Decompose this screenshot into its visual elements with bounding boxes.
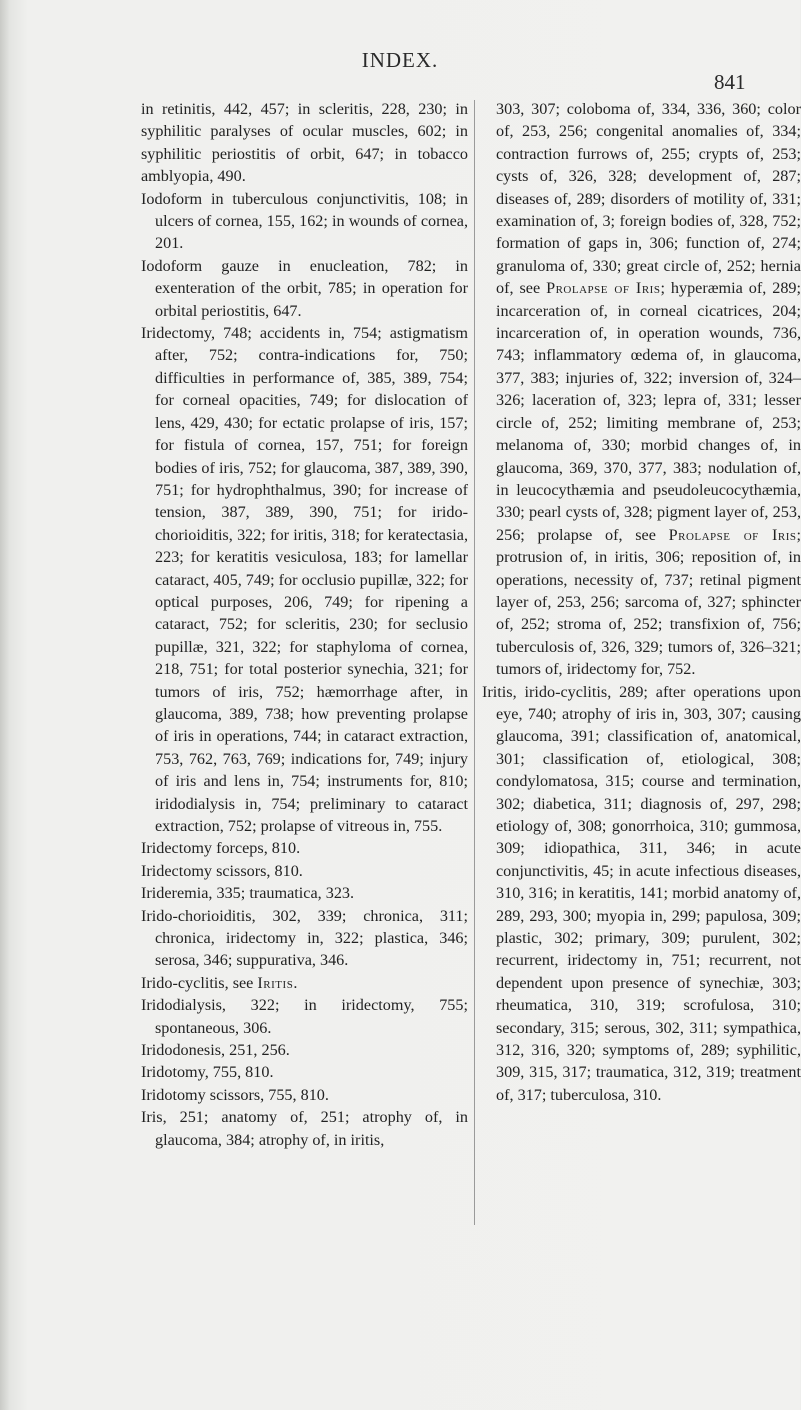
entry-text: Irido-cyclitis, see	[141, 973, 258, 992]
entry-text: ; protrusion of, in iritis, 306; reposition of, in operations, necessity of, 737; retinal pigment layer of, 253, 256; sarcoma of, 327; sphincter of, 252; stroma of, 252; transfixion of, 756; tuberculosis of, 326, 329; tumors of, 326–321; tumors of, iridectomy for, 752.	[496, 525, 801, 679]
entry-text: .	[293, 973, 298, 992]
index-entry: Irido-chorioiditis, 302, 339; chronica, 311; chronica, iridectomy in, 322; plastica, 346; serosa, 346; suppurativa, 346.	[141, 906, 468, 970]
index-entry: Iritis, irido-cyclitis, 289; after operations upon eye, 740; atrophy of iris in, 303, 307; causing glaucoma, 391; classification of, anatomical, 301; classification of, etiological, 308; condylomatosa, 315; course and termination, 302; diabetica, 311; diagnosis of, 297, 298; etiology of, 308; gonorrhoica, 310; gummosa, 309; idiopathica, 311, 346; in acute conjunctivitis, 45; in acute infectious diseases, 310, 316; in keratitis, 141; morbid anatomy of, 289, 293, 300; myopia in, 299; papulosa, 309; plastic, 302; primary, 309; purulent, 302; recurrent, iridectomy in, 751; recurrent, not dependent upon presence of synechiæ, 303; rheumatica, 310, 319; scrofulosa, 310; secondary, 315; serous, 302, 311; sympathica, 312, 316, 320; symptoms of, 289; syphilitic, 309, 315, 317; traumatica, 312, 319; treatment of, 317; tuberculosa, 310.	[482, 682, 801, 1104]
index-entry: in retinitis, 442, 457; in scleritis, 228, 230; in syphilitic paralyses of ocular muscles, 602; in syphilitic periostitis of orbit, 647; in tobacco amblyopia, 490.	[141, 100, 468, 186]
right-column	[482, 98, 801, 1106]
index-entry: Iodoform in tuberculous conjunctivitis, 108; in ulcers of cornea, 155, 162; in wounds of cornea, 201.	[141, 189, 468, 253]
index-entry: Irideremia, 335; traumatica, 323.	[141, 884, 355, 903]
index-entry: Iridodonesis, 251, 256.	[141, 1041, 290, 1060]
index-entry: Iridectomy forceps, 810.	[141, 839, 301, 858]
index-entry: Iris, 251; anatomy of, 251; atrophy of, in glaucoma, 384; atrophy of, in iritis,	[141, 1108, 468, 1149]
cross-reference: Prolapse of Iris	[668, 525, 797, 544]
index-entry: Iridotomy scissors, 755, 810.	[141, 1085, 329, 1104]
index-entry: Iridectomy, 748; accidents in, 754; astigmatism after, 752; contra-indications for, 750; difficulties in performance of, 385, 389, 754; for corneal opacities, 749; for dislocation of lens, 429, 430; for ectatic prolapse of iris, 157; for fistula of cornea, 157, 751; for foreign bodies of iris, 752; for glaucoma, 387, 389, 390, 751; for hydrophthalmus, 390; for increase of tension, 387, 389, 390, 751; for irido-chorioiditis, 322; for iritis, 318; for keratectasia, 223; for keratitis vesiculosa, 183; for lamellar cataract, 405, 749; for occlusio pupillæ, 322; for optical purposes, 206, 749; for ripening a cataract, 752; for scleritis, 230; for seclusio pupillæ, 321, 322; for staphyloma of cornea, 218, 751; for total posterior synechia, 321; for tumors of iris, 752; hæmorrhage after, in glaucoma, 389, 738; how preventing prolapse of iris in operations, 744; in cataract extraction, 753, 762, 763, 769; indications for, 749; injury of iris and lens in, 754; instruments for, 810; iridodialysis in, 754; preliminary to cataract extraction, 752; prolapse of vitreous in, 755.	[141, 324, 468, 835]
page-header-title: INDEX.	[361, 48, 439, 72]
entry-text: 303, 307; coloboma of, 334, 336, 360; color of, 253, 256; congenital anomalies of, 334; contraction furrows of, 255; crypts of, 253; cysts of, 326, 328; development of, 287; diseases of, 289; disorders of motility of, 331; examination of, 3; foreign bodies of, 328, 752; formation of gaps in, 306; function of, 274; granuloma of, 330; great circle of, 252; hernia of, see	[496, 100, 801, 298]
index-entry: Iridodialysis, 322; in iridectomy, 755; spontaneous, 306.	[141, 996, 468, 1037]
cross-reference: Prolapse of Iris	[546, 279, 661, 298]
column-divider	[474, 100, 475, 1225]
index-entry: Iridotomy, 755, 810.	[141, 1063, 274, 1082]
index-entry	[141, 972, 468, 994]
index-entry: Iridectomy scissors, 810.	[141, 861, 303, 880]
entry-text: ; hyperæmia of, 289; incarceration of, in corneal cicatrices, 204; incarceration of, in operation wounds, 736, 743; inflammatory œdema of, in glaucoma, 377, 383; injuries of, 322; inversion of, 324–326; laceration of, 323; lepra of, 331; lesser circle of, 252; limiting membrane of, 253; melanoma of, 330; morbid changes of, in glaucoma, 369, 370, 377, 383; nodulation of, in leucocythæmia and pseudoleucocythæmia, 330; pearl cysts of, 328; pigment layer of, 253, 256; prolapse of, see	[496, 279, 801, 544]
index-entry	[482, 98, 801, 681]
cross-reference: Iritis	[257, 973, 294, 992]
left-column	[141, 98, 468, 1151]
page-number: 841	[714, 70, 746, 94]
index-entry: Iodoform gauze in enucleation, 782; in exenteration of the orbit, 785; in operation for orbital periostitis, 647.	[141, 256, 468, 320]
